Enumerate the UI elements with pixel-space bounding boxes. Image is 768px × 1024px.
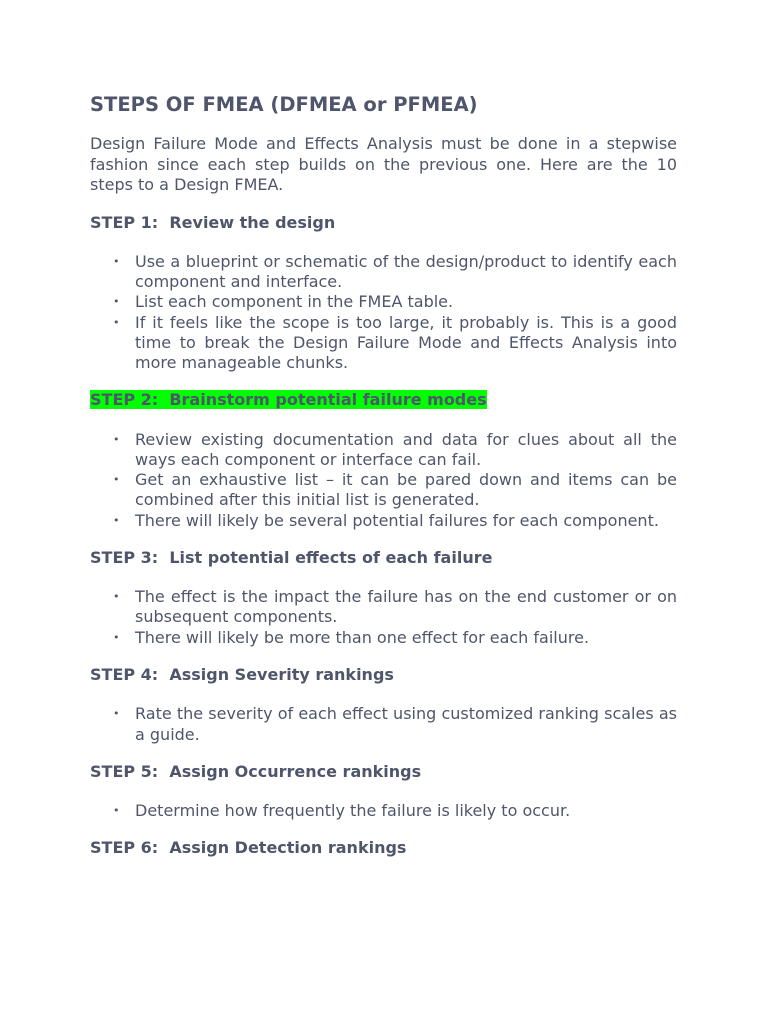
list-item-text: List each component in the FMEA table. — [135, 292, 454, 312]
list-item-text: There will likely be more than one effect for each failure. — [135, 627, 590, 647]
list-item — [90, 628, 677, 648]
step-2-heading — [90, 390, 677, 411]
step-4-heading: STEP 4: Assign Severity rankings — [90, 664, 394, 684]
list-item — [90, 470, 677, 510]
highlighted-heading-text: STEP 2: Brainstorm potential failure modes — [90, 390, 487, 410]
document-title: STEPS OF FMEA (DFMEA or PFMEA) — [90, 93, 478, 116]
list-item-text: Determine how frequently the failure is likely to occur. — [135, 801, 571, 821]
step-1-heading: STEP 1: Review the design — [90, 212, 336, 232]
bullet-icon: • — [113, 295, 120, 309]
list-item — [90, 430, 677, 470]
bullet-icon: • — [113, 473, 120, 487]
list-item-text: Use a blueprint or schematic of the design/product to identify each component and interface. — [135, 252, 677, 292]
step-4-bullets — [90, 704, 677, 744]
bullet-icon: • — [113, 315, 120, 329]
list-item — [90, 511, 677, 531]
list-item-text: Get an exhaustive list – it can be pared down and items can be combined after this initial list is generated. — [135, 470, 677, 510]
step-3-bullets — [90, 587, 677, 648]
step-5-bullets — [90, 801, 677, 821]
bullet-icon: • — [113, 630, 120, 644]
list-item — [90, 292, 677, 312]
list-item-text: If it feels like the scope is too large, it probably is. This is a good time to break the Design Failure Mode and Effects Analysis into more manageable chunks. — [135, 312, 677, 373]
intro-paragraph: Design Failure Mode and Effects Analysis must be done in a stepwise fashion since each step builds on the previous one. Here are the 10 steps to a Design FMEA. — [90, 134, 677, 194]
list-item-text: The effect is the impact the failure has on the end customer or on subsequent components. — [135, 587, 677, 627]
bullet-icon: • — [113, 707, 120, 721]
bullet-icon: • — [113, 513, 120, 527]
step-2-bullets — [90, 430, 677, 531]
bullet-icon: • — [113, 255, 120, 268]
step-6-heading: STEP 6: Assign Detection rankings — [90, 838, 407, 858]
list-item — [90, 587, 677, 627]
step-5-heading: STEP 5: Assign Occurrence rankings — [90, 761, 422, 781]
list-item-text: There will likely be several potential failures for each component. — [135, 510, 659, 530]
document-page — [90, 93, 677, 878]
list-item — [90, 801, 677, 821]
list-item — [90, 704, 677, 744]
bullet-icon: • — [113, 590, 120, 604]
bullet-icon: • — [113, 432, 120, 446]
list-item — [90, 252, 677, 292]
list-item-text: Rate the severity of each effect using customized ranking scales as a guide. — [135, 704, 677, 744]
step-1-bullets — [90, 252, 677, 373]
list-item — [90, 313, 677, 374]
bullet-icon: • — [113, 804, 120, 818]
list-item-text: Review existing documentation and data for clues about all the ways each component or interface can fail. — [135, 429, 677, 469]
step-3-heading: STEP 3: List potential effects of each failure — [90, 547, 493, 567]
